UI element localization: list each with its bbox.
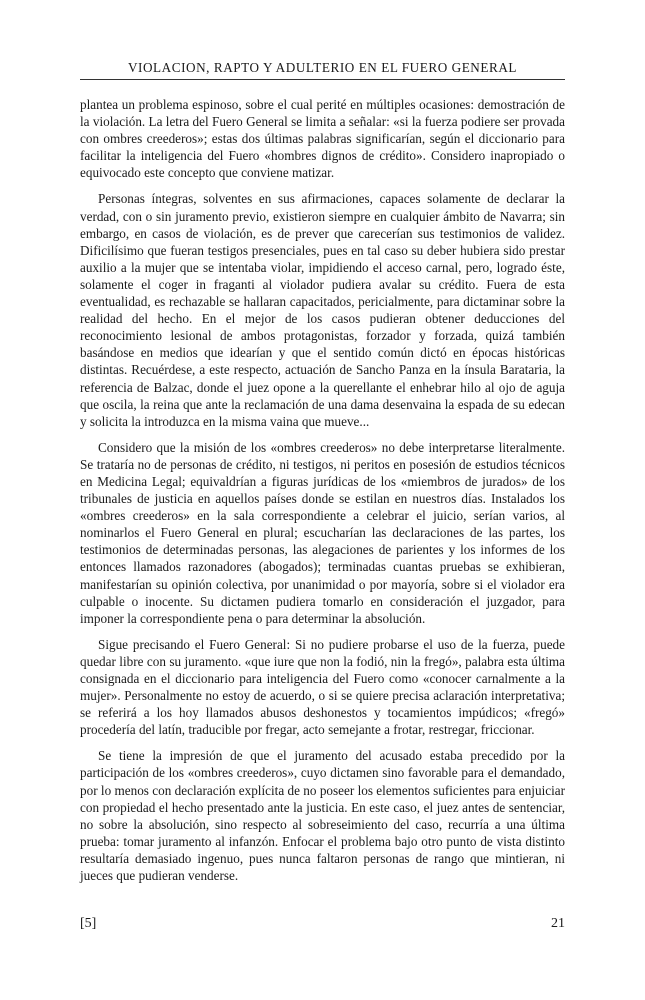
paragraph-2: Personas íntegras, solventes en sus afirmaciones, capaces solamente de declarar la verdad, con o sin juramento previo, existieron siempre en cualquier ámbito de Navarra; sin embargo, en casos de violación, es de prever que carecerían sus testimonios de validez. Dificilísimo que fueran testigos presenciales, pues en tal caso su deber hubiera sido prestar auxilio a la mujer que se intentaba violar, impidiendo el acceso carnal, pero, logrado éste, solamente el coger in fraganti al violador pudiera avalar su crédito. Fuera de esta eventualidad, es rechazable se hallaran capacitados, pericialmente, para dictaminar sobre la realidad del hecho. En el mejor de los casos pudieran obtener deducciones del reconocimiento lesional de ambos protagonistas, forzador y forzada, quizá también basándose en medios que idearían y que el sentido común dictó en épocas históricas distintas. Recuérdese, a este respecto, actuación de Sancho Panza en la ínsula Barataria, la referencia de Balzac, donde el juez opone a la querellante el enhebrar hilo al ojo de aguja que oscila, la reina que ante la reclamación de una dama desenvaina la espada de su edecan y solicita la introduzca en la misma vaina que mueve... [80,191,565,429]
page-number: 21 [551,916,565,931]
paragraph-3: Considero que la misión de los «ombres creederos» no debe interpretarse literalmente. Se trataría no de personas de crédito, ni testigos, ni peritos en posesión de estudios técnicos en Medicina Legal; equivaldrían a figuras jurídicas de los «miembros de jurados» de los tribunales de justicia en aquellos países donde se estilan en nuestros días. Instalados los «ombres creederos» en la sala correspondiente a celebrar el juicio, serían varios, al nominarlos el Fuero General en plural; escucharían las declaraciones de las partes, los testimonios de determinadas personas, las alegaciones de parientes y los informes de los entonces llamados razonadores (abogados); terminadas cuantas pruebas se exhibieran, manifestarían su opinión colectiva, por unanimidad o por mayoría, sobre si el violador era culpable o inocente. Su dictamen pudiera tomarlo en consideración el juzgador, para imponer la correspondiente pena o para determinar la absolución. [80,439,565,626]
section-marker: [5] [80,916,97,931]
running-head: VIOLACION, RAPTO Y ADULTERIO EN EL FUERO GENERAL [80,60,565,80]
paragraph-5: Se tiene la impresión de que el juramento del acusado estaba precedido por la participación de los «ombres creederos», cuyo dictamen sino favorable para el demandado, por lo menos con declaración explícita de no poseer los elementos suficientes para enjuiciar con propiedad el hecho presentado ante la justicia. En este caso, el juez antes de sentenciar, no sobre la absolución, sino respecto al sobreseimiento del caso, recurría a una última prueba: tomar juramento al infanzón. Enfocar el problema bajo otro punto de vista distinto resultaría demasiado ingenuo, pues nunca faltaron personas de rango que mintieran, ni jueces que pudieran venderse. [80,748,565,884]
document-page [80,60,565,893]
paragraph-1: plantea un problema espinoso, sobre el cual perité en múltiples ocasiones: demostración de la violación. La letra del Fuero General se limita a señalar: «si la fuerza podiere ser provada con ombres creederos»; estas dos últimas palabras significarían, según el diccionario para facilitar la inteligencia del Fuero «hombres dignos de crédito». Considero inapropiado o equivocado este concepto que conviene matizar. [80,97,565,181]
paragraph-4: Sigue precisando el Fuero General: Si no pudiere probarse el uso de la fuerza, puede quedar libre con su juramento. «que iure que non la fodió, nin la fregó», palabra esta última consignada en el diccionario para inteligencia del Fuero como «conocer carnalmente a la mujer». Personalmente no estoy de acuerdo, o si se quiere precisa aclaración interpretativa; se referirá a los hoy llamados abusos deshonestos y tocamientos impúdicos; «fregó» procedería del latín, traducible por fregar, acto semejante a frotar, restregar, friccionar. [80,636,565,738]
